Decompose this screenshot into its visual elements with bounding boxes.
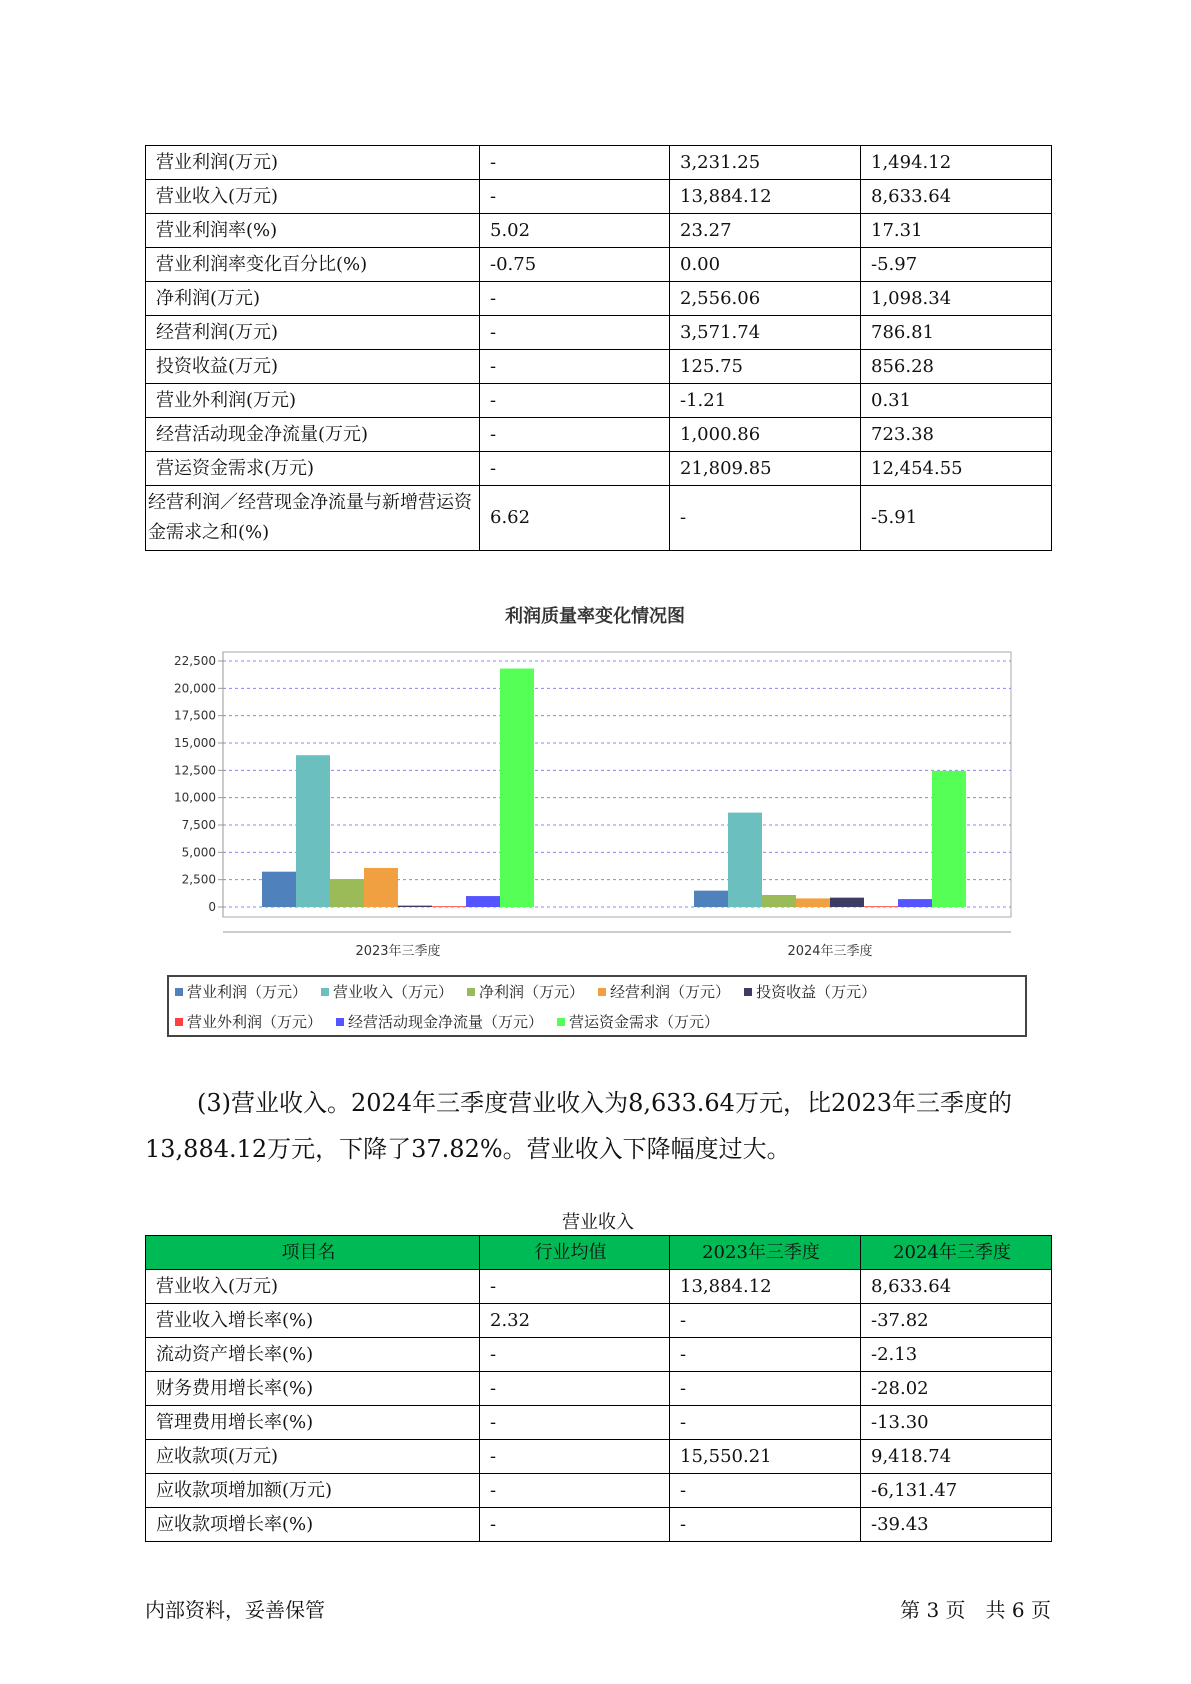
legend-label: 营业外利润（万元） bbox=[187, 1013, 323, 1031]
y-tick-label: 10,000 bbox=[174, 790, 216, 805]
row-value: - bbox=[480, 350, 670, 384]
row-label: 应收款项增长率(%) bbox=[146, 1508, 480, 1542]
row-value: 13,884.12 bbox=[670, 180, 861, 214]
y-tick-label: 17,500 bbox=[174, 708, 216, 723]
row-value: -39.43 bbox=[861, 1508, 1052, 1542]
row-value: - bbox=[480, 418, 670, 452]
header-industry-avg: 行业均值 bbox=[480, 1236, 670, 1270]
row-value: - bbox=[480, 1406, 670, 1440]
legend-label: 营运资金需求（万元） bbox=[569, 1013, 720, 1031]
table-row bbox=[146, 486, 1052, 551]
footer-page-number: 第 3 页 共 6 页 bbox=[900, 1598, 1051, 1622]
row-label: 应收款项(万元) bbox=[146, 1440, 480, 1474]
legend-item bbox=[175, 1011, 322, 1033]
row-value: - bbox=[670, 486, 861, 551]
row-label: 营运资金需求(万元) bbox=[146, 452, 480, 486]
row-label: 经营利润(万元) bbox=[146, 316, 480, 350]
footer-confidential: 内部资料，妥善保管 bbox=[145, 1598, 325, 1622]
row-label: 管理费用增长率(%) bbox=[146, 1406, 480, 1440]
row-value: 3,231.25 bbox=[670, 146, 861, 180]
row-value: 786.81 bbox=[861, 316, 1052, 350]
header-item-name: 项目名 bbox=[146, 1236, 480, 1270]
legend-swatch bbox=[467, 988, 475, 996]
row-value: - bbox=[480, 180, 670, 214]
row-value: 0.00 bbox=[670, 248, 861, 282]
table-row bbox=[146, 1474, 1052, 1508]
legend-label: 投资收益（万元） bbox=[756, 983, 877, 1001]
table-row bbox=[146, 248, 1052, 282]
legend-item bbox=[598, 981, 730, 1003]
row-value: 856.28 bbox=[861, 350, 1052, 384]
row-label: 财务费用增长率(%) bbox=[146, 1372, 480, 1406]
bar bbox=[296, 755, 330, 907]
row-value: -2.13 bbox=[861, 1338, 1052, 1372]
revenue-table bbox=[145, 1235, 1052, 1542]
row-value: 3,571.74 bbox=[670, 316, 861, 350]
legend-item bbox=[467, 981, 584, 1003]
y-tick-label: 7,500 bbox=[181, 818, 216, 832]
row-value: - bbox=[670, 1474, 861, 1508]
table-row bbox=[146, 1304, 1052, 1338]
y-tick-label: 2,500 bbox=[181, 872, 216, 887]
bar bbox=[694, 891, 728, 907]
row-label: 营业收入(万元) bbox=[146, 180, 480, 214]
row-value: - bbox=[480, 384, 670, 418]
row-value: - bbox=[480, 452, 670, 486]
legend-item bbox=[321, 981, 453, 1003]
row-value: - bbox=[670, 1372, 861, 1406]
table-row bbox=[146, 1270, 1052, 1304]
legend-label: 经营利润（万元） bbox=[610, 983, 731, 1001]
legend-swatch bbox=[321, 988, 329, 996]
row-label: 营业收入(万元) bbox=[146, 1270, 480, 1304]
bar bbox=[364, 868, 398, 907]
legend-swatch bbox=[175, 1018, 183, 1026]
row-value: 9,418.74 bbox=[861, 1440, 1052, 1474]
row-value: 723.38 bbox=[861, 418, 1052, 452]
bar bbox=[432, 906, 466, 907]
header-2024q3: 2024年三季度 bbox=[861, 1236, 1052, 1270]
row-label: 营业利润率(%) bbox=[146, 214, 480, 248]
bar bbox=[864, 906, 898, 907]
row-label: 营业利润率变化百分比(%) bbox=[146, 248, 480, 282]
row-value: 12,454.55 bbox=[861, 452, 1052, 486]
bar bbox=[330, 879, 364, 907]
row-value: 0.31 bbox=[861, 384, 1052, 418]
legend-label: 净利润（万元） bbox=[479, 983, 585, 1001]
bar bbox=[762, 895, 796, 907]
row-value: 2,556.06 bbox=[670, 282, 861, 316]
legend-swatch bbox=[598, 988, 606, 996]
row-value: - bbox=[670, 1304, 861, 1338]
row-label: 流动资产增长率(%) bbox=[146, 1338, 480, 1372]
row-value: 5.02 bbox=[480, 214, 670, 248]
row-label: 经营活动现金净流量(万元) bbox=[146, 418, 480, 452]
row-value: - bbox=[670, 1406, 861, 1440]
table-row bbox=[146, 384, 1052, 418]
y-tick-label: 0 bbox=[208, 900, 216, 914]
row-label: 营业利润(万元) bbox=[146, 146, 480, 180]
y-tick-label: 5,000 bbox=[181, 845, 216, 860]
row-label: 营业外利润(万元) bbox=[146, 384, 480, 418]
row-value: 6.62 bbox=[480, 486, 670, 551]
row-value: - bbox=[480, 1474, 670, 1508]
table-row bbox=[146, 1406, 1052, 1440]
table-header-row bbox=[146, 1236, 1052, 1270]
row-value: 1,000.86 bbox=[670, 418, 861, 452]
legend-label: 营业收入（万元） bbox=[333, 983, 454, 1001]
table-row bbox=[146, 146, 1052, 180]
bar bbox=[728, 813, 762, 907]
legend-item bbox=[175, 981, 307, 1003]
bar bbox=[796, 898, 830, 907]
legend-item bbox=[336, 1011, 543, 1033]
row-value: - bbox=[670, 1338, 861, 1372]
table-row bbox=[146, 316, 1052, 350]
y-tick-label: 22,500 bbox=[174, 654, 216, 668]
y-tick-label: 12,500 bbox=[174, 763, 216, 778]
legend-label: 营业利润（万元） bbox=[187, 983, 308, 1001]
row-label: 应收款项增加额(万元) bbox=[146, 1474, 480, 1508]
legend-swatch bbox=[336, 1018, 344, 1026]
plot-frame bbox=[223, 652, 1011, 917]
row-value: -13.30 bbox=[861, 1406, 1052, 1440]
row-value: 8,633.64 bbox=[861, 180, 1052, 214]
table-row bbox=[146, 1440, 1052, 1474]
chart-legend bbox=[167, 975, 1027, 1037]
row-value: -28.02 bbox=[861, 1372, 1052, 1406]
legend-swatch bbox=[557, 1018, 565, 1026]
bar bbox=[898, 899, 932, 907]
y-tick-label: 20,000 bbox=[174, 681, 216, 696]
row-value: 1,494.12 bbox=[861, 146, 1052, 180]
revenue-table-caption: 营业收入 bbox=[562, 1212, 634, 1233]
row-value: -0.75 bbox=[480, 248, 670, 282]
profit-quality-chart bbox=[145, 592, 1025, 962]
table-row bbox=[146, 282, 1052, 316]
bar bbox=[932, 771, 966, 907]
row-value: 13,884.12 bbox=[670, 1270, 861, 1304]
legend-swatch bbox=[744, 988, 752, 996]
row-value: - bbox=[480, 1270, 670, 1304]
table-row bbox=[146, 214, 1052, 248]
row-label: 营业收入增长率(%) bbox=[146, 1304, 480, 1338]
row-value: - bbox=[670, 1508, 861, 1542]
row-value: 15,550.21 bbox=[670, 1440, 861, 1474]
row-value: - bbox=[480, 1372, 670, 1406]
row-value: - bbox=[480, 1508, 670, 1542]
row-value: - bbox=[480, 1338, 670, 1372]
row-value: -6,131.47 bbox=[861, 1474, 1052, 1508]
table-row bbox=[146, 1508, 1052, 1542]
row-label: 经营利润／经营现金净流量与新增营运资金需求之和(%) bbox=[146, 486, 480, 551]
row-value: 21,809.85 bbox=[670, 452, 861, 486]
row-value: 8,633.64 bbox=[861, 1270, 1052, 1304]
bar bbox=[262, 872, 296, 907]
legend-item bbox=[557, 1011, 719, 1033]
row-value: 1,098.34 bbox=[861, 282, 1052, 316]
table-row bbox=[146, 1372, 1052, 1406]
profit-table bbox=[145, 145, 1052, 551]
row-value: -37.82 bbox=[861, 1304, 1052, 1338]
bar bbox=[500, 669, 534, 907]
row-value: - bbox=[480, 1440, 670, 1474]
table-row bbox=[146, 452, 1052, 486]
table-row bbox=[146, 418, 1052, 452]
bar bbox=[466, 896, 500, 907]
table-row bbox=[146, 350, 1052, 384]
legend-item bbox=[744, 981, 876, 1003]
chart-title: 利润质量率变化情况图 bbox=[505, 606, 685, 627]
row-value: 2.32 bbox=[480, 1304, 670, 1338]
row-value: - bbox=[480, 316, 670, 350]
bar bbox=[398, 906, 432, 907]
revenue-paragraph-text: (3)营业收入。2024年三季度营业收入为8,633.64万元，比2023年三季度的13,884.12万元，下降了37.82%。营业收入下降幅度过大。 bbox=[145, 1089, 1013, 1163]
legend-label: 经营活动现金净流量（万元） bbox=[348, 1013, 544, 1031]
x-category-label: 2024年三季度 bbox=[787, 944, 873, 959]
bar bbox=[830, 898, 864, 907]
row-value: -5.91 bbox=[861, 486, 1052, 551]
table-row bbox=[146, 180, 1052, 214]
row-value: -5.97 bbox=[861, 248, 1052, 282]
x-category-label: 2023年三季度 bbox=[355, 944, 441, 959]
header-2023q3: 2023年三季度 bbox=[670, 1236, 861, 1270]
legend-swatch bbox=[175, 988, 183, 996]
row-label: 净利润(万元) bbox=[146, 282, 480, 316]
revenue-paragraph bbox=[145, 1080, 1065, 1172]
row-label: 投资收益(万元) bbox=[146, 350, 480, 384]
row-value: - bbox=[480, 282, 670, 316]
row-value: -1.21 bbox=[670, 384, 861, 418]
row-value: 125.75 bbox=[670, 350, 861, 384]
row-value: 23.27 bbox=[670, 214, 861, 248]
y-tick-label: 15,000 bbox=[174, 736, 216, 750]
row-value: - bbox=[480, 146, 670, 180]
row-value: 17.31 bbox=[861, 214, 1052, 248]
table-row bbox=[146, 1338, 1052, 1372]
